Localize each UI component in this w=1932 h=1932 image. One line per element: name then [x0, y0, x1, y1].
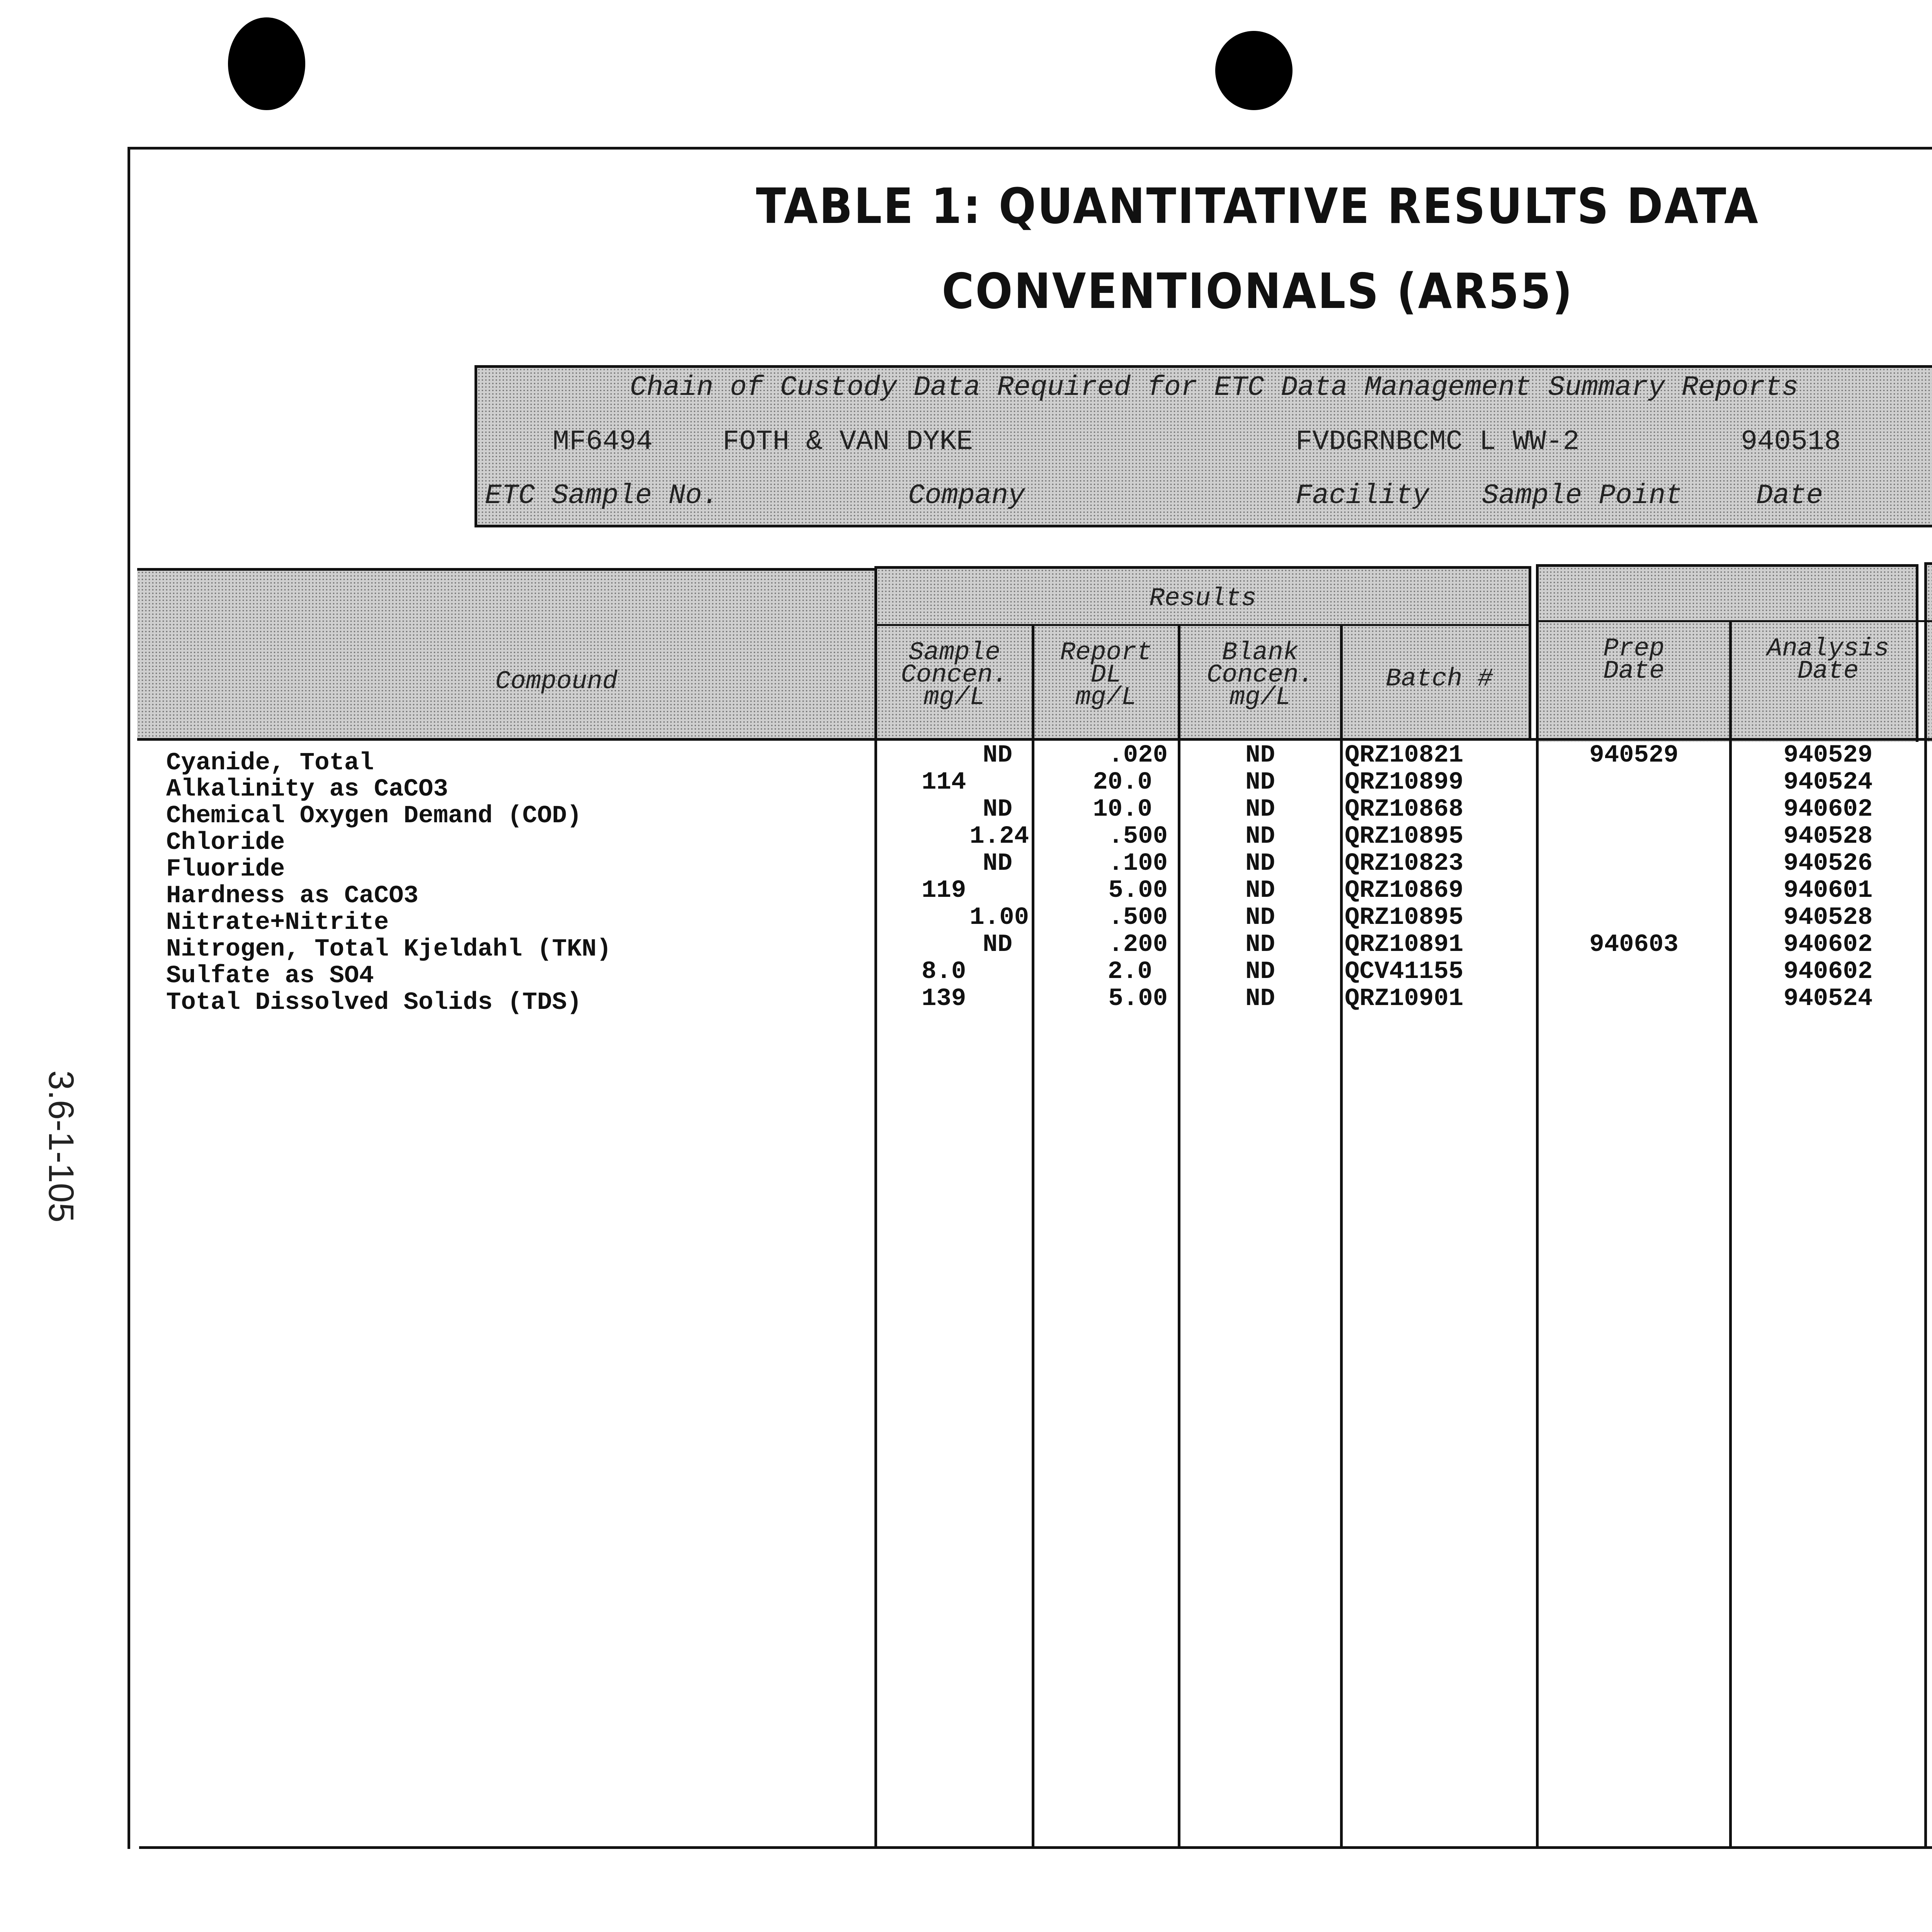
punch-hole-center — [1215, 31, 1293, 110]
coc-sample-no: MF6494 — [553, 426, 653, 457]
frame-bottom — [139, 1846, 1932, 1849]
page-title: TABLE 1: QUANTITATIVE RESULTS DATA — [756, 178, 1760, 235]
compound-name: Chloride — [166, 829, 285, 857]
analysis-date: 940524 — [1783, 769, 1873, 796]
coc-label-date: Date — [1756, 480, 1823, 512]
compound-name: Chemical Oxygen Demand (COD) — [166, 802, 582, 830]
dates-subheader-rule — [1536, 620, 1932, 622]
report-dl: 10.0 — [1093, 796, 1152, 823]
compound-name: Hardness as CaCO3 — [166, 882, 418, 910]
report-dl: .500 — [1108, 823, 1168, 850]
analysis-date: 940528 — [1783, 904, 1873, 932]
compound-name: Alkalinity as CaCO3 — [166, 776, 448, 803]
batch-number: QRZ10895 — [1345, 823, 1464, 850]
column-header-compound: Compound — [495, 667, 618, 696]
compound-header-box — [137, 568, 874, 738]
report-dl: .100 — [1108, 850, 1168, 878]
column-header-prep-date: Prep Date — [1603, 634, 1665, 685]
analysis-date: 940602 — [1783, 796, 1873, 823]
batch-number: QRZ10821 — [1345, 742, 1464, 769]
batch-number: QRZ10899 — [1345, 769, 1464, 796]
batch-number: QRZ10901 — [1345, 985, 1464, 1013]
coc-date: 940518 — [1741, 426, 1841, 457]
column-header-sample-concen: Sample Concen. mg/L — [901, 638, 1008, 712]
coc-label-sample-point: Sample Point — [1482, 480, 1682, 512]
blank-concen: ND — [1245, 742, 1275, 769]
column-header-blank-concen: Blank Concen. mg/L — [1206, 638, 1314, 712]
report-dl: .200 — [1108, 931, 1168, 959]
prep-date: 940529 — [1589, 742, 1679, 769]
blank-concen: ND — [1245, 823, 1275, 850]
sample-concen: 119 — [922, 877, 966, 905]
analysis-date: 940524 — [1783, 985, 1873, 1013]
frame-top — [128, 147, 1932, 150]
report-dl: 20.0 — [1093, 769, 1152, 796]
sample-concen: 114 — [922, 769, 966, 796]
batch-number: QRZ10895 — [1345, 904, 1464, 932]
report-dl: .020 — [1108, 742, 1168, 769]
blank-concen: ND — [1245, 796, 1275, 823]
sample-concen: ND — [983, 931, 1012, 959]
compound-name: Fluoride — [166, 855, 285, 883]
col-rule-2 — [1032, 624, 1034, 1847]
sample-concen: ND — [983, 796, 1012, 823]
punch-hole-left — [228, 17, 305, 110]
coc-label-facility: Facility — [1296, 480, 1429, 512]
column-header-batch: Batch # — [1386, 664, 1493, 693]
compound-name: Cyanide, Total — [166, 749, 374, 777]
col-rule-6 — [1729, 620, 1732, 1847]
coc-heading: Chain of Custody Data Required for ETC Data Management Summary Reports — [630, 372, 1799, 403]
blank-concen: ND — [1245, 931, 1275, 959]
coc-company: FOTH & VAN DYKE — [723, 426, 973, 457]
compound-name: Nitrogen, Total Kjeldahl (TKN) — [166, 935, 612, 963]
report-dl: 2.0 — [1107, 958, 1152, 986]
prep-date: 940603 — [1589, 931, 1679, 959]
col-rule-7 — [1924, 562, 1927, 1847]
report-dl: 5.00 — [1108, 985, 1168, 1013]
blank-concen: ND — [1245, 904, 1275, 932]
sample-concen: 139 — [922, 985, 966, 1013]
batch-number: QRZ10868 — [1345, 796, 1464, 823]
analysis-date: 940528 — [1783, 823, 1873, 850]
col-rule-5 — [1536, 564, 1539, 1847]
sample-concen: 1.24 — [969, 823, 1029, 850]
page-subtitle: CONVENTIONALS (AR55) — [942, 263, 1574, 320]
blank-concen: ND — [1245, 769, 1275, 796]
blank-concen: ND — [1245, 985, 1275, 1013]
col-rule-3 — [1178, 624, 1180, 1847]
analysis-date: 940602 — [1783, 958, 1873, 986]
compound-name: Sulfate as SO4 — [166, 962, 374, 990]
page-number: 3.6-1-105 — [41, 1070, 81, 1223]
batch-number: QRZ10891 — [1345, 931, 1464, 959]
report-dl: .500 — [1108, 904, 1168, 932]
frame-left — [128, 147, 130, 1849]
sample-concen: 8.0 — [922, 958, 966, 986]
sample-concen: 1.00 — [969, 904, 1029, 932]
blank-concen: ND — [1245, 850, 1275, 878]
batch-number: QRZ10869 — [1345, 877, 1464, 905]
column-header-analysis-date: Analysis Date — [1767, 634, 1889, 685]
analysis-date: 940602 — [1783, 931, 1873, 959]
batch-number: QRZ10823 — [1345, 850, 1464, 878]
blank-concen: ND — [1245, 958, 1275, 986]
analysis-date: 940529 — [1783, 742, 1873, 769]
analysis-date: 940601 — [1783, 877, 1873, 905]
batch-number: QCV41155 — [1345, 958, 1464, 986]
sample-concen: ND — [983, 850, 1012, 878]
report-dl: 5.00 — [1108, 877, 1168, 905]
blank-concen: ND — [1245, 877, 1275, 905]
col-rule-4 — [1340, 624, 1343, 1847]
compound-name: Total Dissolved Solids (TDS) — [166, 989, 582, 1017]
sample-concen: ND — [983, 742, 1012, 769]
header-bottom-rule — [137, 738, 1932, 741]
column-header-report-dl: Report DL mg/L — [1060, 638, 1152, 712]
results-header-label: Results — [1149, 584, 1257, 613]
coc-label-sample-no: ETC Sample No. — [485, 480, 719, 512]
chain-of-custody-box — [474, 365, 1932, 527]
coc-facility-sample-point: FVDGRNBCMC L WW-2 — [1296, 426, 1580, 457]
compound-name: Nitrate+Nitrite — [166, 909, 389, 937]
coc-label-company: Company — [908, 480, 1025, 512]
analysis-date: 940526 — [1783, 850, 1873, 878]
col-rule-1 — [874, 568, 877, 1847]
